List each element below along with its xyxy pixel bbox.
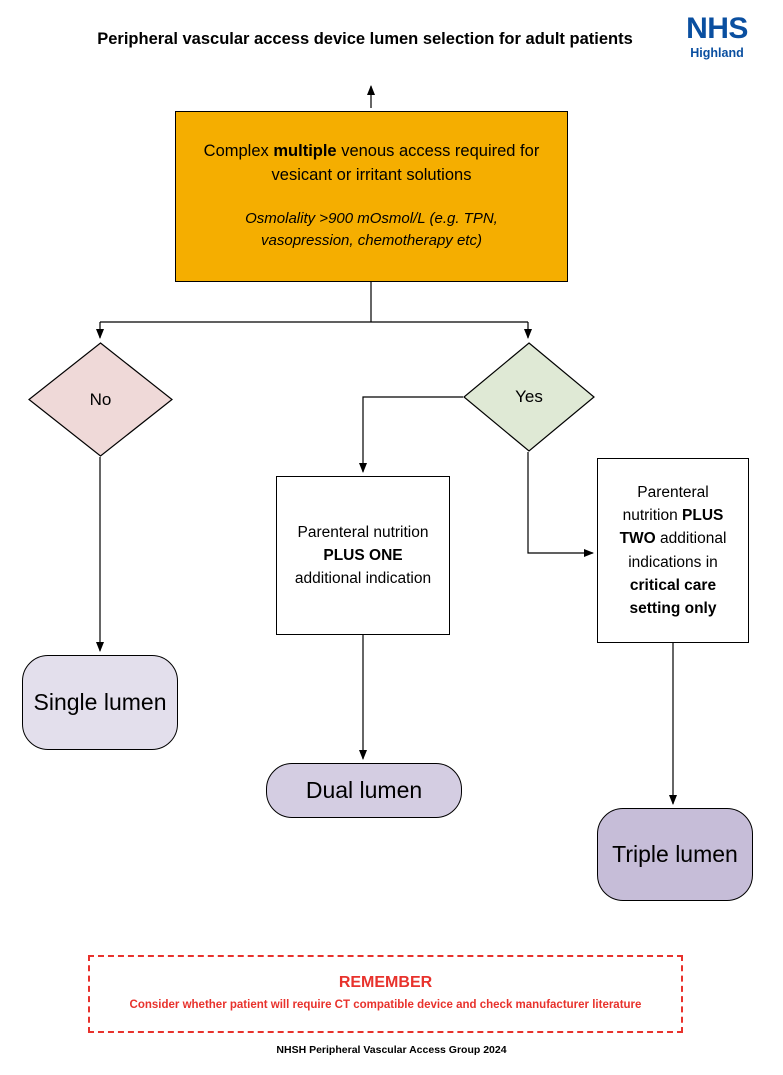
node-plus-one-part2: PLUS ONE xyxy=(323,546,403,564)
node-parenteral-plus-two-text xyxy=(608,481,738,621)
node-plus-two-part4: critical care setting only xyxy=(629,576,717,617)
decision-no xyxy=(28,342,173,457)
decision-no-label: No xyxy=(89,389,112,409)
outcome-dual-lumen-label: Dual lumen xyxy=(305,776,423,803)
node-complex-line2: Osmolality >900 mOsmol/L (e.g. TPN, vasopression, chemotherapy etc) xyxy=(245,209,498,250)
nhs-logo-subtitle: Highland xyxy=(690,46,744,60)
decision-yes xyxy=(463,342,595,452)
decision-yes-label: Yes xyxy=(515,387,543,406)
remember-title: REMEMBER xyxy=(338,974,433,992)
node-plus-two-part3: additional indications in xyxy=(628,530,727,571)
node-plus-one-part3: additional indication xyxy=(294,570,432,588)
node-complex-line1-emphasis: multiple xyxy=(273,142,337,161)
node-parenteral-plus-two xyxy=(597,458,749,643)
remember-callout xyxy=(88,955,683,1033)
node-plus-two-part2: PLUS TWO xyxy=(619,507,724,548)
node-plus-one-part1: Parenteral nutrition xyxy=(297,523,429,541)
nhs-logo-word: NHS xyxy=(686,12,748,45)
nhs-highland-logo xyxy=(669,14,765,60)
outcome-triple-lumen-label: Triple lumen xyxy=(612,840,738,867)
outcome-single-lumen-label: Single lumen xyxy=(33,688,167,715)
node-parenteral-plus-one-text xyxy=(289,521,437,591)
outcome-triple-lumen xyxy=(597,808,753,901)
node-plus-two-part1: Parenteral nutrition xyxy=(622,483,709,524)
node-complex-venous-access xyxy=(175,111,568,282)
footer-credit: NHSH Peripheral Vascular Access Group 2024 xyxy=(276,1044,507,1056)
node-complex-line1-prefix: Complex xyxy=(203,142,274,161)
outcome-single-lumen xyxy=(22,655,178,750)
remember-text: Consider whether patient will require CT compatible device and check manufacturer literature xyxy=(129,999,642,1012)
node-parenteral-plus-one xyxy=(276,476,450,635)
node-complex-line1-suffix: venous access required for vesicant or irritant solutions xyxy=(271,142,540,184)
node-complex-line1 xyxy=(198,140,545,188)
outcome-dual-lumen xyxy=(266,763,462,818)
page-title: Peripheral vascular access device lumen selection for adult patients xyxy=(97,30,633,48)
